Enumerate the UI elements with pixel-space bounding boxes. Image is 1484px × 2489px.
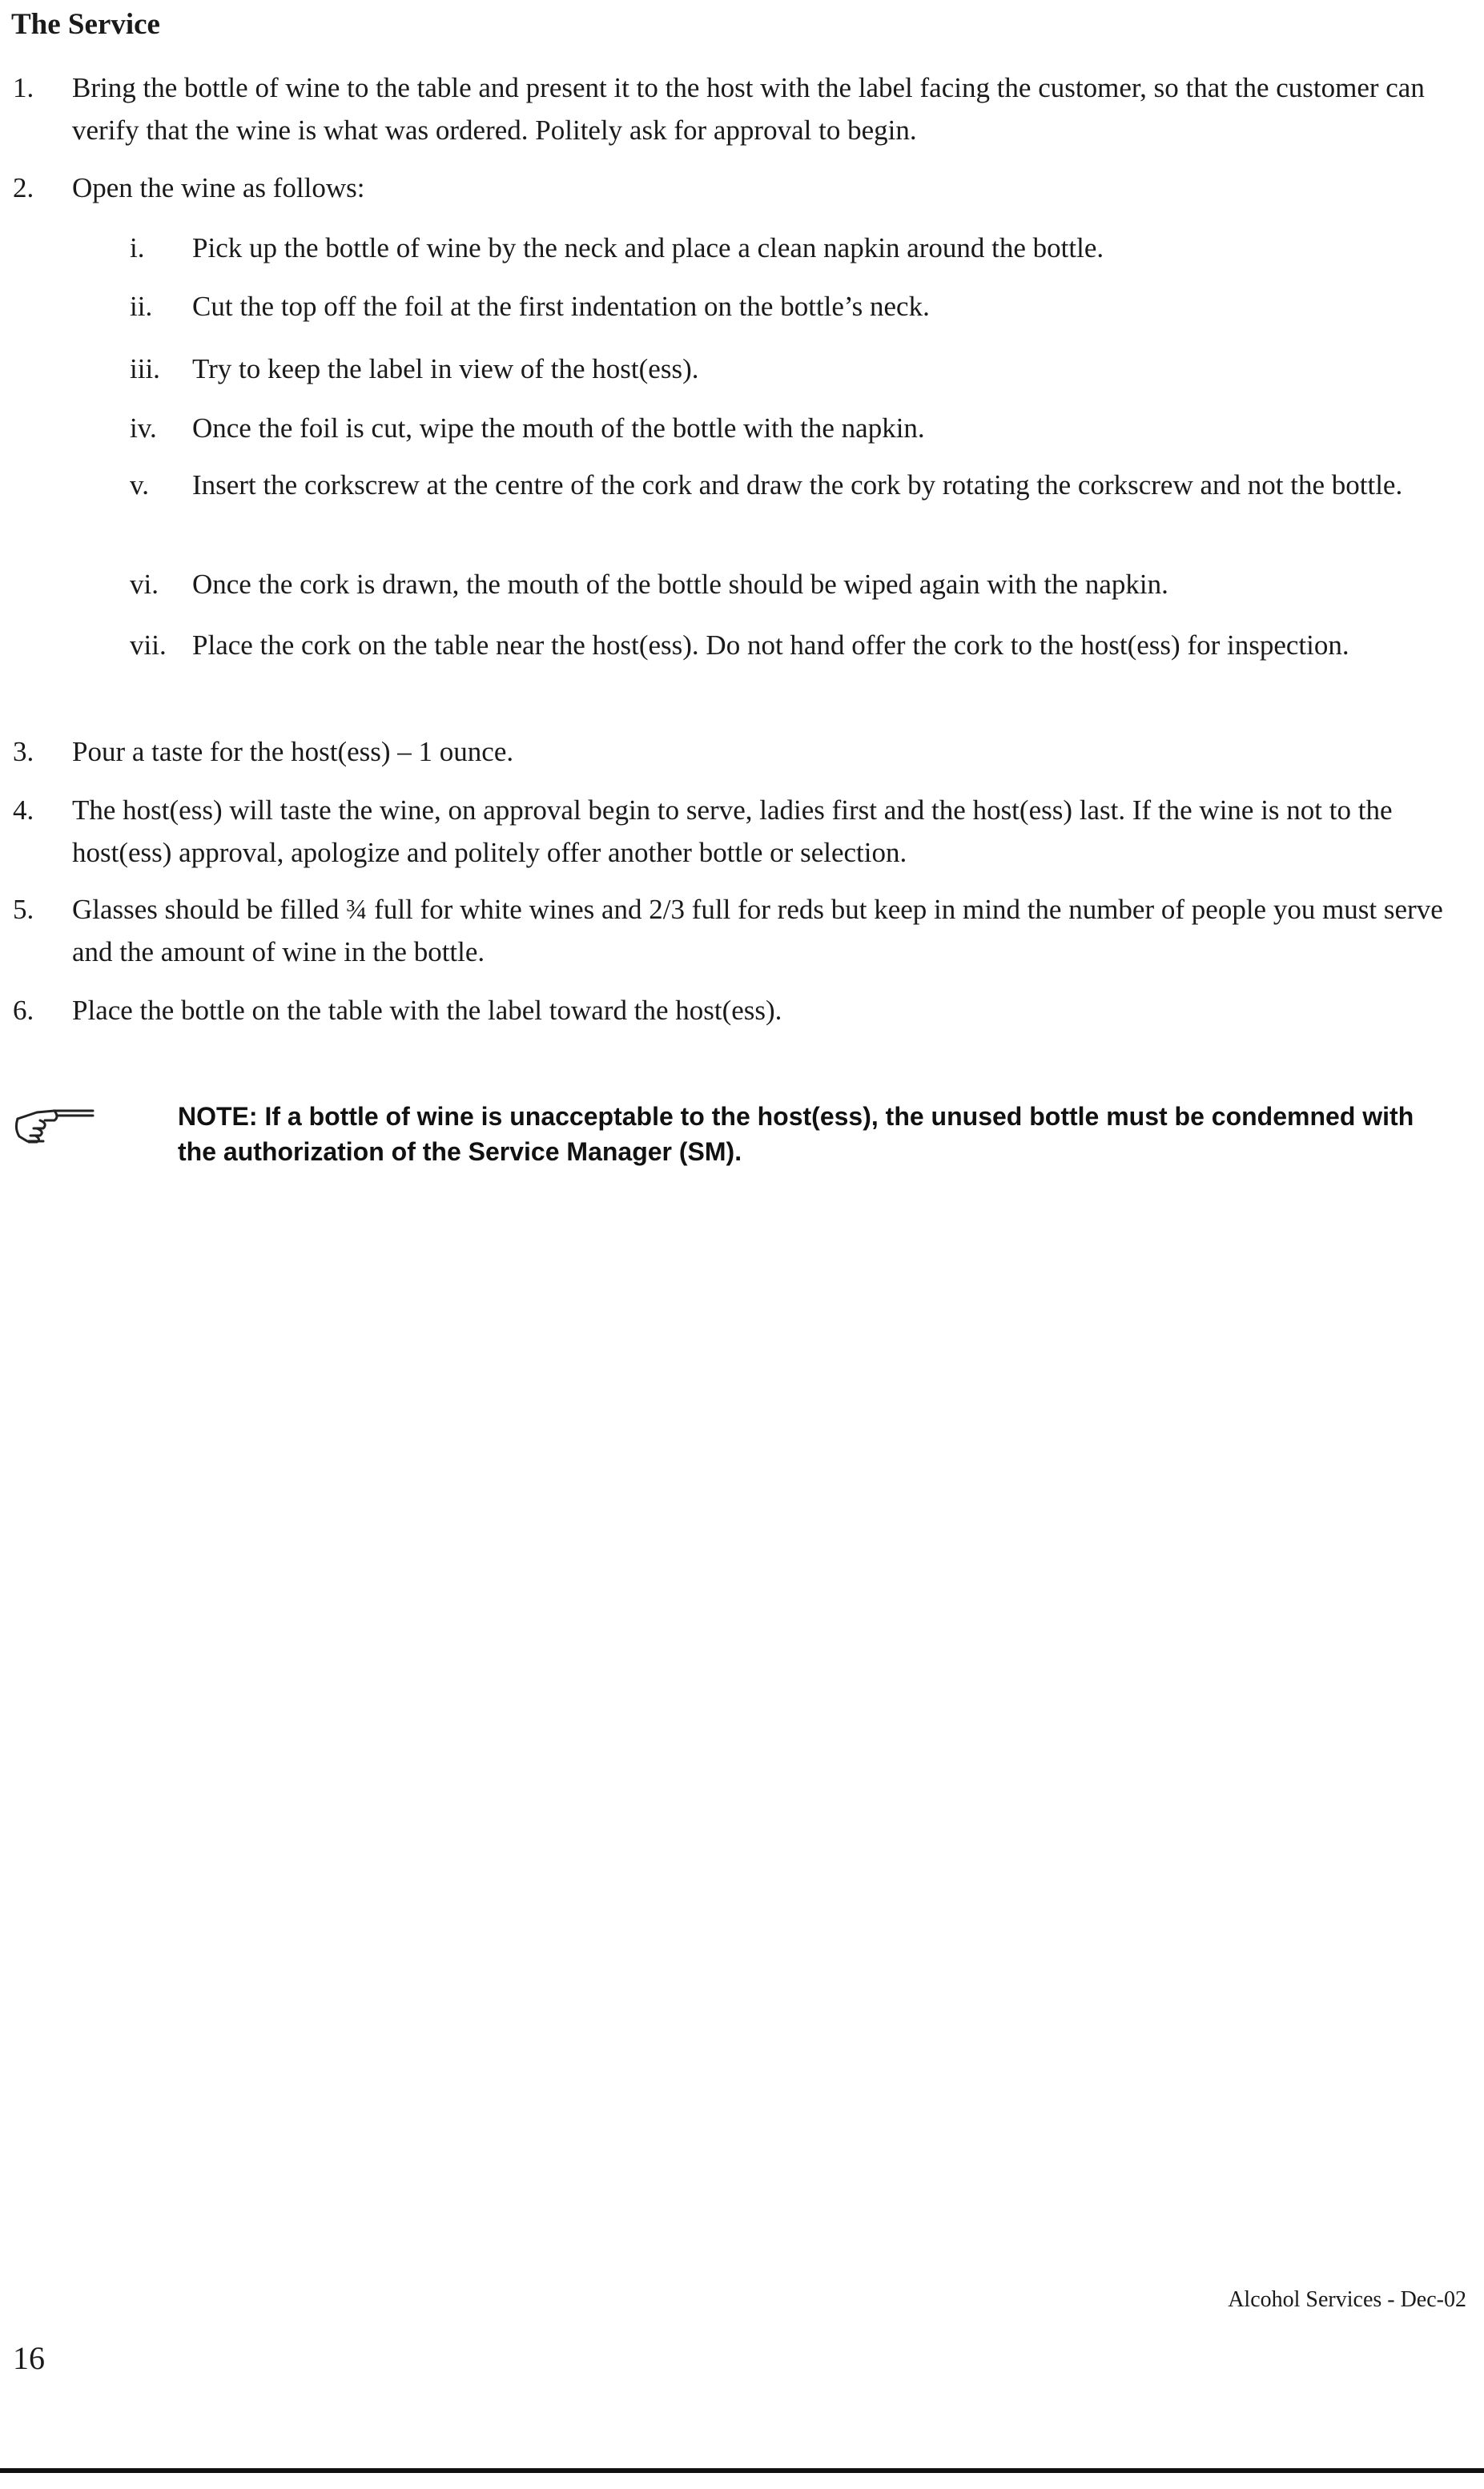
substep-text: Insert the corkscrew at the centre of the cork and draw the cork by rotating the corkscrew and not the bottle. [192,469,1403,501]
substep-number: v. [130,469,149,501]
step-number: 6. [13,995,34,1026]
step-number: 3. [13,736,34,767]
substep-number: iii. [130,353,160,384]
step-number: 2. [13,172,34,203]
step-text: Place the bottle on the table with the label toward the host(ess). [72,995,782,1026]
substep-number: ii. [130,291,153,322]
substep-text: Once the foil is cut, wipe the mouth of the bottle with the napkin. [192,412,925,444]
substep-text: Pick up the bottle of wine by the neck and place a clean napkin around the bottle. [192,232,1104,263]
substep-text: Try to keep the label in view of the host(ess). [192,353,699,384]
document-footer-label: Alcohol Services - Dec-02 [1228,2287,1466,2312]
substep-number: i. [130,232,145,263]
note-text: NOTE: If a bottle of wine is unacceptable to the host(ess), the unused bottle must be condemned with the authorization of the Service Manager (SM). [178,1102,1414,1166]
substep-text: Place the cork on the table near the host(ess). Do not hand offer the cork to the host(ess) for inspection. [192,629,1349,661]
substep-text: Cut the top off the foil at the first indentation on the bottle’s neck. [192,291,930,322]
step-number: 4. [13,794,34,826]
section-title: The Service [11,8,160,41]
step-text: Bring the bottle of wine to the table and present it to the host with the label facing the customer, so that the customer can verify that the wine is what was ordered. Politely ask for approval to begin. [72,72,1425,146]
substep-text: Once the cork is drawn, the mouth of the bottle should be wiped again with the napkin. [192,569,1168,600]
substep-number: vii. [130,629,167,661]
step-text: Open the wine as follows: [72,172,365,203]
step-text: The host(ess) will taste the wine, on approval begin to serve, ladies first and the host(ess) last. If the wine is not to the host(ess) approval, apologize and politely offer another bottle or selection. [72,794,1393,868]
pointing-hand-icon [13,1103,101,1151]
step-number: 1. [13,72,34,103]
substep-number: vi. [130,569,159,600]
step-text: Pour a taste for the host(ess) – 1 ounce. [72,736,514,767]
step-text: Glasses should be filled ¾ full for white wines and 2/3 full for reds but keep in mind the number of people you must serve and the amount of wine in the bottle. [72,894,1443,967]
bottom-rule [0,2468,1484,2473]
substep-number: iv. [130,412,157,444]
page-number: 16 [13,2340,45,2376]
step-number: 5. [13,894,34,925]
